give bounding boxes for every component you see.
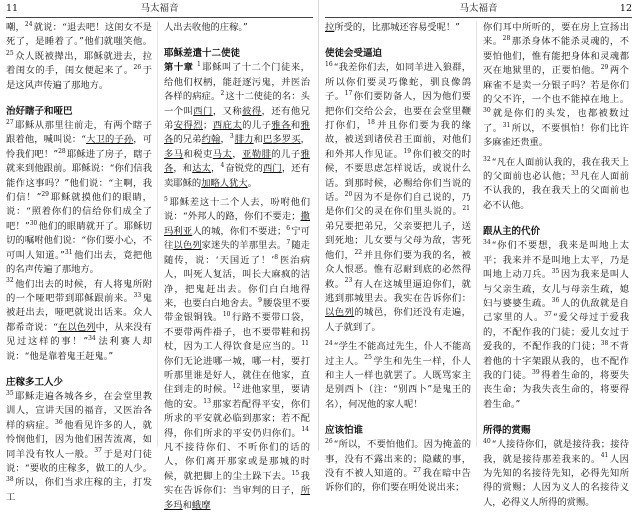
right-column-2 xyxy=(483,21,629,508)
verse-number: 35 xyxy=(6,389,14,397)
section-heading: 治好瞎子和哑巴 xyxy=(6,106,73,118)
verse-number: 14 xyxy=(301,426,309,434)
left-column-1 xyxy=(6,20,152,503)
paragraph: $^{40}$“人接待你们，就是接待我；接待我，就是接待那差我来的。$^{41}$人因为先知的名接待先知，必得先知所得的赏赐；人因为义人的名接待义人，必得义人所得的赏赐。 xyxy=(483,438,629,508)
verse-number: 33 xyxy=(133,291,142,299)
underlined-name: 所多玛 xyxy=(164,485,310,511)
verse-number: 2 xyxy=(220,90,225,98)
underlined-name: 雅各 xyxy=(164,120,310,146)
right-page-number: 12 xyxy=(619,3,632,14)
underlined-name: 亚勒腓 xyxy=(242,148,272,160)
verse-number: 29 xyxy=(41,190,49,198)
verse-number: 7 xyxy=(286,239,291,247)
verse-number: 34 xyxy=(88,335,96,343)
section-heading: 跟从主的代价 xyxy=(483,226,541,238)
verse-number: 26 xyxy=(133,64,142,72)
underlined-name: 约翰 xyxy=(201,134,221,146)
paragraph: $^{16}$“我差你们去，如同羊进入狼群，所以你们要灵巧像蛇，驯良像鸽子。$^{17}$你们要防备人，因为他们要把你们交给公会，也要在会堂里鞭打你们，$^{18}$并且你们要为我的缘故，被送到诸侯君王面前，对他们和外邦人作见证。$^{19}$你们被交的时候，不要思虑怎样说话，或说什么话。到那时候，必赐给你们当说的话。$^{20}$因为不是你们自己说的，乃是你们父的灵在你们里头说的。$^{21}$弟兄要把弟兄，父亲要把儿子，送到死地；儿女要与父母为敌，害死他们，$^{22}$并且你们要为我的名，被众人恨恶。惟有忍耐到底的必然得救。$^{23}$有人在这城里逼迫你们，就逃到那城里去。我实在告诉你们：以色列的城邑，你们还没有走遍，人子就到了。 xyxy=(325,61,471,333)
underlined-name: 马太 xyxy=(212,148,233,160)
underlined-name: 西门 xyxy=(193,105,213,117)
verse-number: 27 xyxy=(6,118,14,126)
left-column-divider xyxy=(157,21,158,447)
verse-number: 37 xyxy=(94,447,102,455)
section-heading: 耶稣差遣十二使徒 xyxy=(164,48,241,60)
verse-number: 25 xyxy=(6,49,14,57)
section-heading: 应该怕谁 xyxy=(325,425,364,437)
verse-number: 36 xyxy=(551,296,560,304)
verse-number: 10 xyxy=(222,311,231,319)
paragraph: $^{27}$耶稣从那里往前走，有两个瞎子跟着他，喊叫说：“大卫的子孙，可怜我们吧！”$^{28}$耶稣进了房子，瞎子就来到他跟前。耶稣说：“你们信我能作这事吗？”他们说：“主啊，我们信！”$^{29}$耶稣就摸他们的眼睛，说：“照着你们的信给你们成全了吧！”$^{30}$他们的眼睛就开了。耶稣切切的嘱咐他们说：“你们要小心，不可叫人知道。”$^{31}$他们出去，竟把他的名声传遍了那地方。 xyxy=(6,118,152,276)
underlined-name: 蛾摩 xyxy=(191,499,211,511)
verse-number: 33 xyxy=(571,169,579,177)
left-page-number: 11 xyxy=(6,3,19,14)
verse-number: 22 xyxy=(354,248,363,256)
paragraph: $^{34}$“你们不要想，我来是叫地上太平；我来并不是叫地上太平，乃是叫地上动刀兵。$^{35}$因为我来是叫人与父亲生疏，女儿与母亲生疏，媳妇与婆婆生疏。$^{36}$人的仇敌就是自己家里的人。$^{37}$“爱父母过于爱我的，不配作我的门徒；爱儿女过于爱我的，不配作我的门徒；$^{38}$不背着他的十字架跟从我的，也不配作我的门徒。$^{39}$得着生命的，将要失丧生命；为我失丧生命的，将要得着生命。” xyxy=(483,239,629,410)
verse-number: 17 xyxy=(344,90,353,98)
underlined-name: 加略人犹大 xyxy=(201,177,248,189)
verse-number: 12 xyxy=(232,383,241,391)
left-page xyxy=(0,0,319,511)
verse-number: 41 xyxy=(600,452,609,460)
verse-number: 13 xyxy=(203,397,211,405)
paragraph: 人出去收他的庄稼。” xyxy=(164,22,248,33)
section-heading: 所得的赏赐 xyxy=(483,425,531,437)
verse-number: 3 xyxy=(229,133,234,141)
paragraph: $^{32}$他们出去的时候，有人将鬼所附的一个哑吧带到耶稣跟前来。$^{33}$鬼被赶出去，哑吧就说出话来。众人都希奇说：“在以色列中，从来没有见过这样的事！”$^{34}$法利赛人却说：“他是靠着鬼王赶鬼。” xyxy=(6,277,152,362)
underlined-name: 撒玛利亚 xyxy=(164,211,310,237)
verse-number: 8 xyxy=(274,253,279,261)
verse-number: 26 xyxy=(325,438,333,446)
underlined-name: 西门 xyxy=(263,163,282,175)
underlined-name: 以色列 xyxy=(325,307,355,319)
verse-number: 11 xyxy=(301,340,309,348)
underlined-name: 达太 xyxy=(192,163,212,175)
left-column-2 xyxy=(164,21,310,511)
verse-number: 37 xyxy=(544,311,552,319)
underlined-name: 彼得 xyxy=(242,105,262,117)
section-heading: 庄稼多工人少 xyxy=(6,376,64,388)
underlined-name: 雅各 xyxy=(271,120,291,132)
verse-number: 30 xyxy=(483,107,491,115)
verse-number: 24 xyxy=(325,340,333,348)
verse-number: 32 xyxy=(6,277,14,285)
verse-number: 19 xyxy=(403,147,412,155)
verse-number: 24 xyxy=(24,20,33,28)
paragraph: $^{35}$耶稣走遍各城各乡，在会堂里教训人，宣讲天国的福音，又医治各样的病症。$^{36}$他看见许多的人，就怜悯他们，因为他们困苦流离，如同羊没有牧人一般。$^{37}$于是对门徒说：“要收的庄稼多，做工的人少。$^{38}$所以，你们当求庄稼的主，打发工 xyxy=(6,389,152,503)
right-page-header xyxy=(325,2,632,16)
verse-number: 34 xyxy=(483,239,491,247)
paragraph: $^{32}$“凡在人面前认我的，我在我天上的父面前也必认他；$^{33}$凡在人面前不认我的，我在我天上的父面前也必不认他。 xyxy=(483,155,629,211)
right-page xyxy=(319,0,638,508)
right-page-title: 马太福音 xyxy=(459,3,498,14)
paragraph: $^{24}$“学生不能高过先生，仆人不能高过主人。$^{25}$学生和先生一样，仆人和主人一样也就罢了。人既骂家主是别西卜（注：“别西卜”是鬼王的名），何况他的家人呢！ xyxy=(325,340,471,410)
paragraph: 第十章 $^1$耶稣叫了十二个门徒来，给他们权柄，能赶逐污鬼，并医治各样的病症。$^2$这十二使徒的名：头一个叫西门，又称彼得，还有他兄弟安得烈；西庇太的儿子雅各和雅各的兄弟约翰，$^3$腓力和巴多罗买，多马和税吏马太，亚勒腓的儿子雅各，和达太，$^4$奋锐党的西门，还有卖耶稣的加略人犹大。 xyxy=(164,61,310,189)
verse-number: 31 xyxy=(64,248,73,256)
underlined-name: 雅各 xyxy=(164,148,310,175)
verse-number: 9 xyxy=(258,296,262,304)
underlined-name: 多马 xyxy=(164,148,184,160)
verse-number: 38 xyxy=(6,476,14,484)
paragraph: $^5$耶稣差这十二个人去，吩咐他们说：“外邦人的路，你们不要走；撒玛利亚人的城，你们不要进；$^6$宁可往以色列家迷失的羊那里去。$^7$随走随传，说：‘天国近了！’$^8$医治病人，叫死人复活，叫长大麻疯的洁净，把鬼赶出去。你们白白地得来，也要白白地舍去。$^9$腰袋里不要带金银铜钱。$^{10}$行路不要带口袋，不要带两件褂子，也不要带鞋和拐杖，因为工人得饮食是应当的。$^{11}$你们无论进哪一城，哪一村，要打听那里谁是好人，就住在他家，直住到走的时候。$^{12}$进他家里，要请他的安。$^{13}$那家若配得平安，你们所求的平安就必临到那家；若不配得，你们所求的平安仍归你们。$^{14}$凡不接待你们、不听你们的话的人，你们离开那家或是那城的时候，就把脚上的尘土跺下去。$^{15}$我实在告诉你们：当审判的日子，所多玛和蛾摩 xyxy=(164,195,310,511)
right-column-divider xyxy=(476,21,477,447)
verse-number: 5 xyxy=(164,195,168,203)
chapter-label: 第十章 xyxy=(164,62,194,74)
verse-number: 15 xyxy=(291,469,300,477)
verse-number: 35 xyxy=(551,268,560,275)
underlined-name: 巴多罗买 xyxy=(263,134,301,146)
verse-number: 16 xyxy=(325,61,333,69)
section-heading: 使徒会受逼迫 xyxy=(325,48,383,60)
verse-number: 39 xyxy=(532,368,540,376)
verse-number: 21 xyxy=(462,205,470,213)
verse-number: 32 xyxy=(483,155,491,163)
verse-number: 28 xyxy=(58,147,66,155)
verse-number: 31 xyxy=(502,121,511,129)
paragraph: 拉所受的，比那城还容易受呢！” xyxy=(325,22,460,33)
verse-number: 4 xyxy=(220,162,225,170)
verse-number: 38 xyxy=(600,340,609,348)
verse-number: 18 xyxy=(367,118,375,126)
right-column-1 xyxy=(325,21,471,494)
left-page-header xyxy=(6,2,313,16)
underlined-name: 以色列 xyxy=(173,240,202,252)
verse-number: 27 xyxy=(413,466,421,474)
underlined-name: 拉 xyxy=(325,22,335,33)
underlined-name: 大卫的子孙 xyxy=(86,134,134,146)
left-page-title: 马太福音 xyxy=(140,3,179,14)
underlined-name: 在以色列 xyxy=(57,321,96,333)
paragraph: 你们耳中所听的，要在房上宣扬出来。$^{28}$那杀身体不能杀灵魂的，不要怕他们，惟有能把身体和灵魂都灭在地狱里的，正要怕他。$^{29}$两个麻雀不是卖一分银子吗？若是你们的父不许，一个也不能掉在地上。$^{30}$就是你们的头发，也都被数过了。$^{31}$所以，不要惧怕！你们比许多麻雀还贵重。 xyxy=(483,22,629,149)
verse-number: 30 xyxy=(29,219,38,227)
verse-number: 23 xyxy=(344,277,353,285)
paragraph: 嘲，$^{24}$就说：“退去吧！这闺女不是死了，是睡着了。”他们就嗤笑他。$^{25}$众人既被撵出，耶稣就进去，拉着闺女的手，闺女便起来了。$^{26}$于是这风声传遍了那地方。 xyxy=(6,20,152,91)
underlined-name: 腓力 xyxy=(234,134,254,146)
verse-number: 1 xyxy=(197,61,201,69)
verse-number: 29 xyxy=(600,64,609,72)
underlined-name: 安得烈 xyxy=(173,120,204,132)
right-header-rule xyxy=(325,17,632,18)
verse-number: 6 xyxy=(286,224,291,232)
verse-number: 36 xyxy=(55,418,63,426)
verse-number: 40 xyxy=(483,438,491,446)
paragraph: $^{26}$“所以，不要怕他们。因为掩盖的事，没有不露出来的；隐藏的事，没有不被人知道的。$^{27}$我在暗中告诉你们的，你们要在明处说出来； xyxy=(325,438,471,494)
verse-number: 28 xyxy=(502,35,511,43)
verse-number: 25 xyxy=(364,354,372,362)
underlined-name: 西庇太 xyxy=(212,120,243,132)
verse-number: 20 xyxy=(344,190,353,198)
left-header-rule xyxy=(6,17,313,18)
